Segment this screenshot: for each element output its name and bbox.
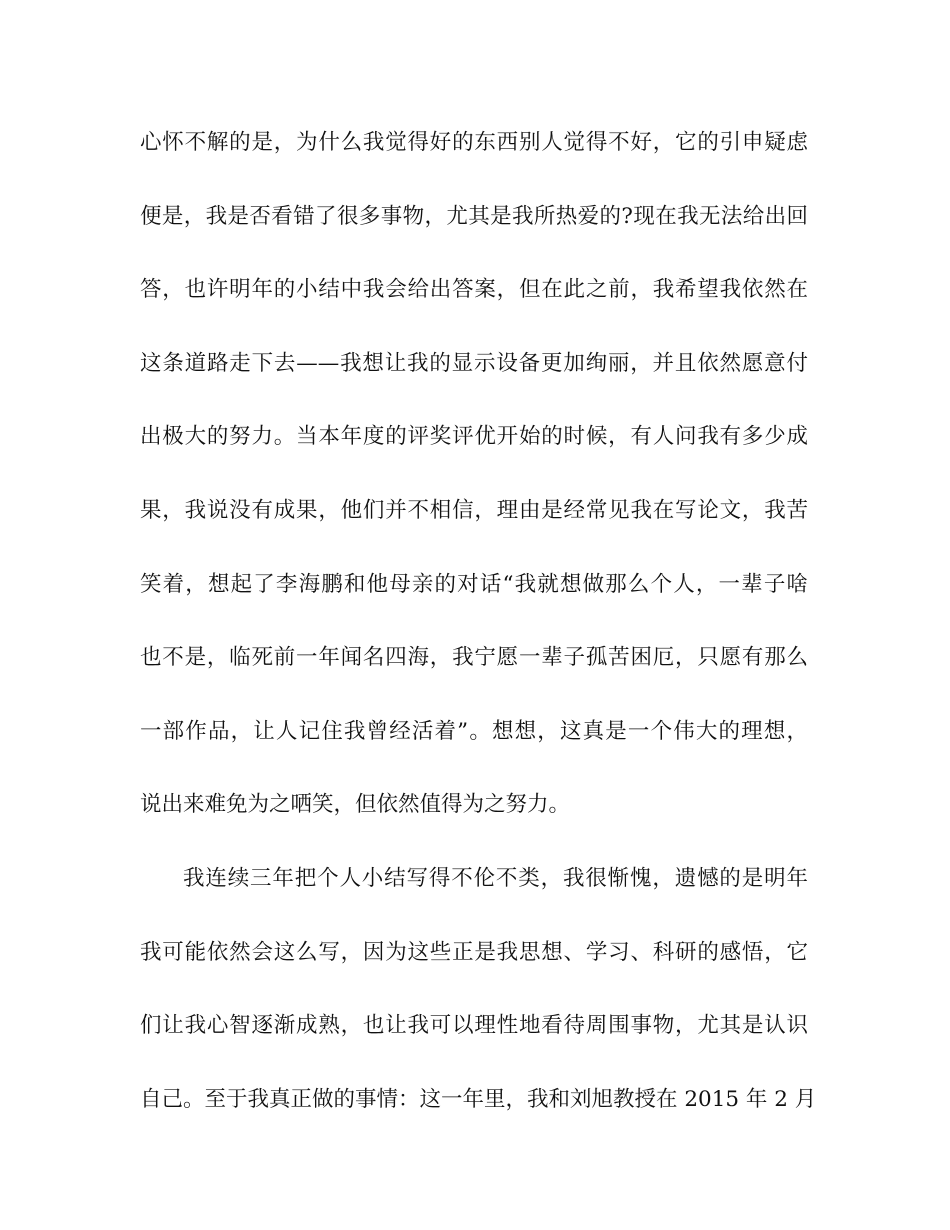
text-line: 笑着，想起了李海鹏和他母亲的对话“我就想做那么个人，一辈子啥	[140, 571, 808, 597]
text-line: 果，我说没有成果，他们并不相信，理由是经常见我在写论文，我苦	[140, 497, 808, 523]
text-line: 便是，我是否看错了很多事物，尤其是我所热爱的?现在我无法给出回	[140, 203, 808, 229]
text-line: 自己。至于我真正做的事情：这一年里，我和刘旭教授在 2015 年 2 月	[140, 1086, 817, 1112]
text-line: 我可能依然会这么写，因为这些正是我思想、学习、科研的感悟，它	[140, 939, 808, 965]
text-line: 也不是，临死前一年闻名四海，我宁愿一辈子孤苦困厄，只愿有那么	[140, 645, 808, 671]
paragraph-1	[140, 118, 808, 854]
text-line: 答，也许明年的小结中我会给出答案，但在此之前，我希望我依然在	[140, 277, 808, 303]
text-line: 心怀不解的是，为什么我觉得好的东西别人觉得不好，它的引申疑虑	[140, 130, 808, 155]
text-line: 出极大的努力。当本年度的评奖评优开始的时候，有人问我有多少成	[140, 424, 808, 450]
paragraph-2	[140, 854, 817, 1148]
text-line-last: 说出来难免为之哂笑，但依然值得为之努力。	[140, 792, 571, 818]
text-line: 这条道路走下去——我想让我的显示设备更加绚丽，并且依然愿意付	[140, 350, 808, 376]
text-line: 们让我心智逐渐成熟，也让我可以理性地看待周围事物，尤其是认识	[140, 1013, 808, 1039]
text-line: 一部作品，让人记住我曾经活着”。想想，这真是一个伟大的理想，	[140, 718, 808, 744]
text-line-first-indented: 我连续三年把个人小结写得不伦不类，我很惭愧，遗憾的是明年	[183, 865, 808, 891]
document-body	[140, 118, 817, 1148]
